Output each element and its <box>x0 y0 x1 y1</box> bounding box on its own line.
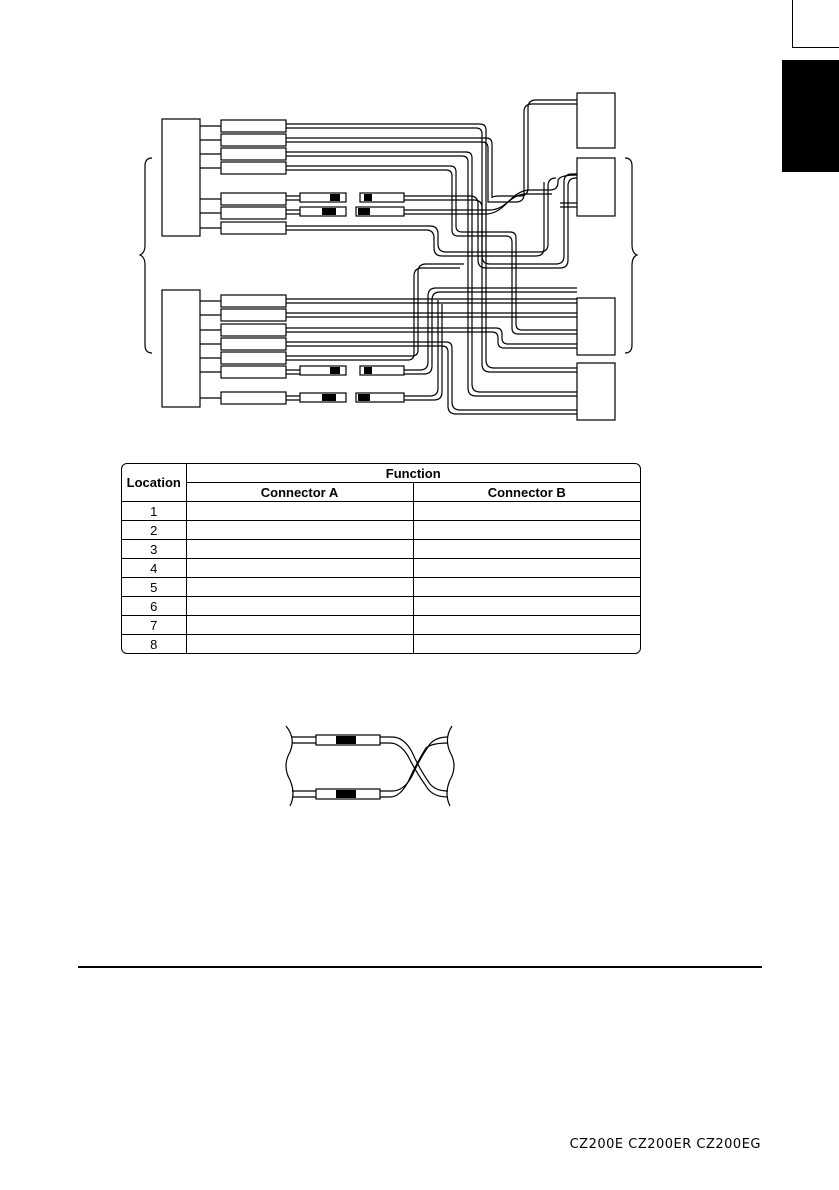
connector-a-cell <box>186 502 413 521</box>
right-brace <box>625 158 637 353</box>
connector-b-cell <box>413 616 640 635</box>
connector-b-cell <box>413 578 640 597</box>
connector-a-cell <box>186 559 413 578</box>
connector-a-cell <box>186 540 413 559</box>
right-connector-2 <box>577 158 615 216</box>
connector-b-cell <box>413 635 640 654</box>
location-cell: 4 <box>122 559 186 578</box>
table-row <box>122 521 640 540</box>
left-connector-b <box>162 290 200 407</box>
model-numbers: CZ200E CZ200ER CZ200EG <box>569 1137 761 1152</box>
table-row <box>122 540 640 559</box>
right-connector-3 <box>577 298 615 355</box>
connector-b-header: Connector B <box>413 483 640 502</box>
section-divider <box>78 966 762 968</box>
location-cell: 1 <box>122 502 186 521</box>
connector-a-cell <box>186 635 413 654</box>
crossover-left-break <box>286 726 293 806</box>
table-row <box>122 597 640 616</box>
connector-a-cell <box>186 597 413 616</box>
left-brace <box>140 158 152 353</box>
location-cell: 3 <box>122 540 186 559</box>
connector-b-cell <box>413 597 640 616</box>
connector-a-header: Connector A <box>186 483 413 502</box>
connector-b-cell <box>413 502 640 521</box>
function-header: Function <box>186 464 640 483</box>
table-row <box>122 578 640 597</box>
connector-b-cell <box>413 540 640 559</box>
crossover-diagram <box>286 726 454 806</box>
table-row <box>122 559 640 578</box>
table-row <box>122 616 640 635</box>
crossover-right-break <box>447 726 454 806</box>
location-cell: 5 <box>122 578 186 597</box>
upper-plug-pair-2 <box>286 207 404 216</box>
function-table <box>121 463 641 654</box>
table-row <box>122 502 640 521</box>
location-header: Location <box>122 464 186 502</box>
lower-plug-pair-1 <box>286 366 404 375</box>
right-connector-4 <box>577 363 615 420</box>
lower-plug-pair-2 <box>286 393 404 402</box>
upper-plug-pair-1 <box>286 193 404 202</box>
right-connector-1 <box>577 93 615 148</box>
connector-b-cell <box>413 521 640 540</box>
location-cell: 2 <box>122 521 186 540</box>
location-cell: 8 <box>122 635 186 654</box>
connector-b-cell <box>413 559 640 578</box>
table-row <box>122 635 640 654</box>
connector-a-cell <box>186 578 413 597</box>
connector-a-cell <box>186 521 413 540</box>
connector-a-cell <box>186 616 413 635</box>
location-cell: 7 <box>122 616 186 635</box>
left-connector-a <box>162 119 200 236</box>
location-cell: 6 <box>122 597 186 616</box>
